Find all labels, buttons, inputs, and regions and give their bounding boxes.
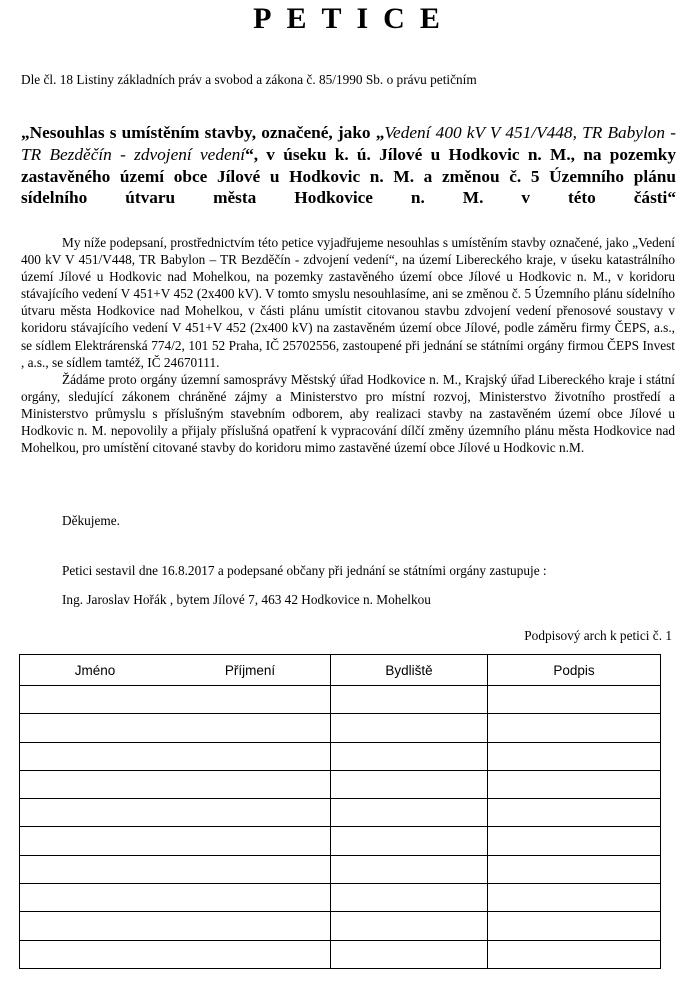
address-cell[interactable] bbox=[331, 827, 488, 855]
address-cell[interactable] bbox=[331, 686, 488, 714]
signature-cell[interactable] bbox=[488, 742, 661, 770]
thanks-text: Děkujeme. bbox=[62, 513, 120, 528]
name-cell[interactable] bbox=[20, 714, 331, 742]
signature-cell[interactable] bbox=[488, 940, 661, 968]
name-cell[interactable] bbox=[20, 884, 331, 912]
header-podpis: Podpis bbox=[488, 655, 661, 686]
signature-cell[interactable] bbox=[488, 714, 661, 742]
heading-suffix: “, v úseku k. ú. Jílové u Hodkovic n. M., na pozemky zastavěného území obce Jílové u Hodkovic n. M. a změnou č. 5 Územního plánu sídelního útvaru města Hodkovice n. M. v této části“ bbox=[21, 144, 677, 208]
heading-project-name: Vedení 400 kV V 451/V448, TR Babylon - TR Bezděčín - zdvojení vedení bbox=[21, 123, 676, 164]
signature-cell[interactable] bbox=[488, 799, 661, 827]
address-cell[interactable] bbox=[331, 714, 488, 742]
body-paragraph-2: Žádáme proto orgány územní samosprávy Městský úřad Hodkovice n. M., Krajský úřad Libereckého kraje i státní orgány, sledující zákonem chráněné zájmy a Ministerstvo pro místní rozvoj, Ministerstvo životního prostředí a Ministerstvo průmyslu s příslušným stavebním odborem, aby realizaci stavby na zastavěném území obce Jílové u Hodkovic n. M. nepovolily a přijaly příslušná opatření k vypracování dílčí změny územního plánu města Hodkovice nad Mohelkou, pro umístění citované stavby do koridoru mimo zastavěné území obce Jílové u Hodkovic n.M. bbox=[21, 371, 675, 456]
table-row bbox=[20, 799, 661, 827]
name-cell[interactable] bbox=[20, 686, 331, 714]
name-cell[interactable] bbox=[20, 912, 331, 940]
address-cell[interactable] bbox=[331, 940, 488, 968]
header-jmeno: Jméno bbox=[74, 662, 116, 678]
table-row bbox=[20, 742, 661, 770]
table-row bbox=[20, 940, 661, 968]
table-row bbox=[20, 855, 661, 883]
address-cell[interactable] bbox=[331, 799, 488, 827]
signature-table bbox=[19, 654, 661, 969]
legal-basis: Dle čl. 18 Listiny základních práv a svobod a zákona č. 85/1990 Sb. o právu petičním bbox=[21, 72, 477, 87]
signature-sheet-label: Podpisový arch k petici č. 1 bbox=[524, 628, 672, 643]
signature-cell[interactable] bbox=[488, 686, 661, 714]
table-row bbox=[20, 827, 661, 855]
signature-cell[interactable] bbox=[488, 884, 661, 912]
signature-cell[interactable] bbox=[488, 912, 661, 940]
signature-cell[interactable] bbox=[488, 827, 661, 855]
name-cell[interactable] bbox=[20, 940, 331, 968]
name-cell[interactable] bbox=[20, 855, 331, 883]
petition-heading bbox=[21, 122, 676, 209]
page-title: PETICE bbox=[253, 2, 455, 35]
body-paragraph-1: My níže podepsaní, prostřednictvím této petice vyjadřujeme nesouhlas s umístěním stavby označené, jako „Vedení 400 kV V 451/V448, TR Babylon – TR Bezděčín - zdvojení vedení“, na území Libereckého kraje, v úseku katastrálního území Jílové u Hodkovic nad Mohelkou, na pozemky zastavěného území obce Jílové u Hodkovic n. M., v koridoru stávajícího vedení V 451+V 452 (2x400 kV). V tomto smyslu nesouhlasíme, ani se změnou č. 5 Územního plánu sídelního útvaru města Hodkovice nad Mohelkou, v části plánu umístit citovanou stavbu zdvojení vedení přenosové soustavy v koridoru stávajícího vedení V 451+V 452 (2x400 kV) na zastavěném území obce Jílové, podle záměru firmy ČEPS, a.s., se sídlem Elektrárenská 774/2, 101 52 Praha, IČ 25702556, zastoupené při jednání se státními orgány firmou ČEPS Invest , a.s., se sídlem tamtéž, IČ 24670111. bbox=[21, 235, 675, 370]
signature-table-body bbox=[20, 686, 661, 969]
compiled-by-text: Petici sestavil dne 16.8.2017 a podepsané občany při jednání se státními orgány zastupuje : bbox=[62, 563, 547, 578]
heading-prefix: „Nesouhlas s umístěním stavby, označené, jako „ bbox=[21, 123, 385, 142]
table-row bbox=[20, 714, 661, 742]
table-row bbox=[20, 912, 661, 940]
address-cell[interactable] bbox=[331, 855, 488, 883]
address-cell[interactable] bbox=[331, 884, 488, 912]
address-cell[interactable] bbox=[331, 770, 488, 798]
header-bydliste: Bydliště bbox=[331, 655, 488, 686]
representative-text: Ing. Jaroslav Hořák , bytem Jílové 7, 463 42 Hodkovice n. Mohelkou bbox=[62, 592, 431, 607]
signature-cell[interactable] bbox=[488, 855, 661, 883]
name-cell[interactable] bbox=[20, 827, 331, 855]
name-cell[interactable] bbox=[20, 770, 331, 798]
header-prijmeni: Příjmení bbox=[224, 662, 276, 678]
petition-body bbox=[21, 234, 675, 456]
address-cell[interactable] bbox=[331, 742, 488, 770]
name-cell[interactable] bbox=[20, 799, 331, 827]
address-cell[interactable] bbox=[331, 912, 488, 940]
table-row bbox=[20, 770, 661, 798]
table-header-row bbox=[20, 655, 661, 686]
header-name-cell bbox=[20, 655, 331, 686]
signature-cell[interactable] bbox=[488, 770, 661, 798]
table-row bbox=[20, 884, 661, 912]
table-row bbox=[20, 686, 661, 714]
name-cell[interactable] bbox=[20, 742, 331, 770]
